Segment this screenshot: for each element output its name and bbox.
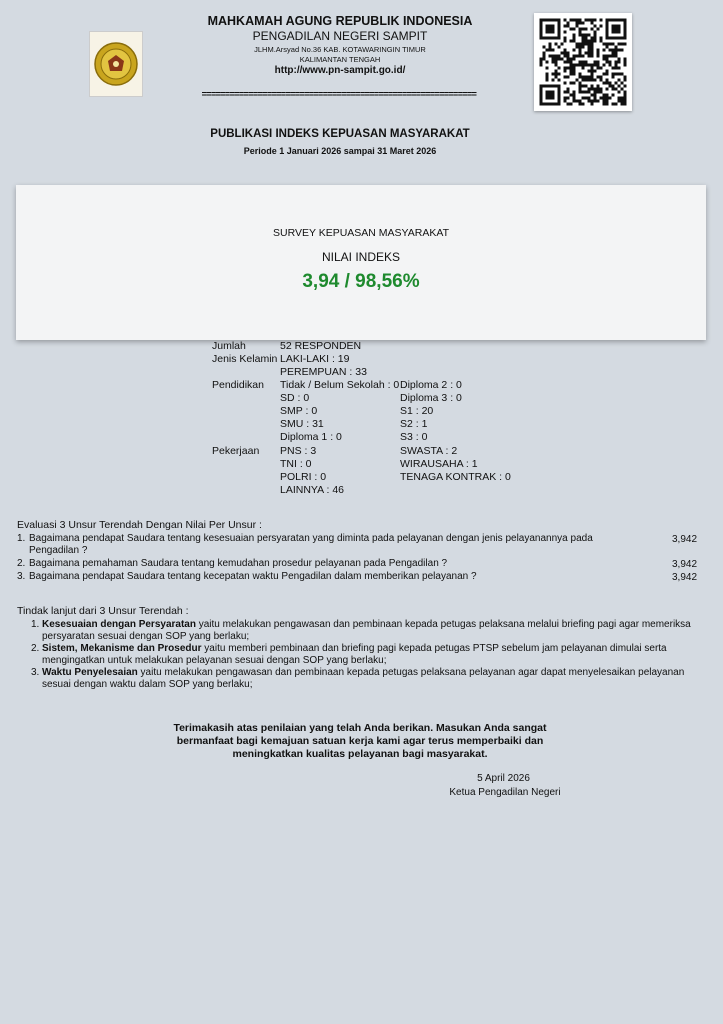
item-title: Kesesuaian dengan Persyaratan	[42, 619, 196, 630]
occupation-item: WIRAUSAHA : 1	[400, 458, 478, 470]
followup-item	[31, 619, 691, 642]
signatory-role: Ketua Pengadilan Negeri	[449, 787, 561, 798]
item-text: Bagaimana pendapat Saudara tentang kesesuaian persyaratan yang diminta pada pelayanan dengan jenis pelayanannya pada Pengadilan ?	[29, 533, 593, 556]
item-number: 1.	[31, 619, 40, 630]
evaluation-item	[17, 558, 448, 570]
gender-female: PEREMPUAN : 33	[280, 366, 367, 378]
occupation-item: TNI : 0	[280, 458, 312, 470]
occupation-item: PNS : 3	[280, 445, 317, 457]
item-title: Sistem, Mekanisme dan Prosedur	[42, 643, 202, 654]
publication-title: PUBLIKASI INDEKS KEPUASAN MASYARAKAT	[210, 128, 470, 140]
item-text: Bagaimana pendapat Saudara tentang kecepatan waktu Pengadilan dalam memberikan pelayanan ?	[29, 571, 477, 582]
education-label: Pendidikan	[212, 379, 264, 391]
education-item: S1 : 20	[400, 405, 434, 417]
gender-label: Jenis Kelamin	[212, 353, 278, 365]
survey-title: SURVEY KEPUASAN MASYARAKAT	[272, 227, 450, 239]
header-divider: ===========================================================	[201, 89, 477, 99]
item-score: 3,942	[672, 572, 698, 583]
followup-heading: Tindak lanjut dari 3 Unsur Terendah :	[17, 605, 189, 617]
jumlah-value: 52 RESPONDEN	[280, 340, 362, 352]
education-item: S3 : 0	[400, 431, 428, 443]
occupation-label: Pekerjaan	[212, 445, 260, 457]
gender-male: LAKI-LAKI : 19	[280, 353, 350, 365]
followup-item	[31, 643, 667, 666]
evaluation-heading: Evaluasi 3 Unsur Terendah Dengan Nilai Per Unsur :	[17, 519, 262, 531]
item-body: yaitu melakukan pengawasan dan pembinaan kepada petugas pelaksana melalui briefing pagi agar memeriksa persyaratan sesuai dengan SOP yang berlaku;	[42, 619, 691, 642]
item-number: 2.	[31, 643, 40, 654]
education-item: Diploma 3 : 0	[400, 392, 462, 404]
court-name: PENGADILAN NEGERI SAMPIT	[252, 29, 428, 43]
evaluation-item	[17, 533, 593, 556]
item-text: Bagaimana pemahaman Saudara tentang kemudahan prosedur pelayanan pada Pengadilan ?	[29, 558, 448, 569]
address-line-1: JLHM.Arsyad No.36 KAB. KOTAWARINGIN TIMUR	[254, 45, 426, 54]
item-text	[42, 643, 697, 667]
item-number: 3.	[31, 667, 40, 678]
index-value: 3,94 / 98,56%	[302, 271, 420, 292]
item-number: 1.	[17, 533, 26, 544]
court-logo	[89, 31, 143, 97]
item-score: 3,942	[672, 559, 698, 570]
institution-title: MAHKAMAH AGUNG REPUBLIK INDONESIA	[207, 14, 473, 28]
education-item: SMU : 31	[280, 418, 324, 430]
item-score: 3,942	[672, 534, 698, 545]
index-card	[16, 185, 706, 340]
court-emblem-icon	[93, 41, 139, 87]
index-label: NILAI INDEKS	[321, 250, 401, 264]
education-item: SMP : 0	[280, 405, 318, 417]
item-body: yaitu memberi pembinaan dan briefing pagi kepada petugas PTSP sebelum jam pelayanan dimulai serta mengingatkan untuk melakukan pelayanan sesuai dengan SOP yang berlaku;	[42, 643, 667, 666]
occupation-item: TENAGA KONTRAK : 0	[400, 471, 511, 483]
education-item: Diploma 1 : 0	[280, 431, 342, 443]
thank-you-message: Terimakasih atas penilaian yang telah Anda berikan. Masukan Anda sangat bermanfaat bagi kemajuan satuan kerja kami agar terus memperbaiki dan meningkatkan kualitas pelayanan bagi masyarakat.	[173, 722, 547, 760]
qr-code	[534, 13, 632, 111]
website-url: http://www.pn-sampit.go.id/	[274, 65, 406, 76]
qr-code-icon	[534, 13, 632, 111]
item-text	[42, 619, 697, 643]
evaluation-item	[17, 571, 477, 583]
education-item: Diploma 2 : 0	[400, 379, 462, 391]
followup-item	[31, 667, 685, 690]
item-body: yaitu melakukan pengawasan dan pembinaan kepada petugas pelaksana pelayanan agar dapat menyelesaikan pelayanan sesuai dengan waktu dalam SOP yang berlaku;	[42, 667, 685, 690]
occupation-item: SWASTA : 2	[400, 445, 458, 457]
education-item: Tidak / Belum Sekolah : 0	[280, 379, 400, 391]
education-item: SD : 0	[280, 392, 310, 404]
item-number: 2.	[17, 558, 26, 569]
address-line-2: KALIMANTAN TENGAH	[299, 55, 381, 64]
item-number: 3.	[17, 571, 26, 582]
signature-date: 5 April 2026	[477, 773, 530, 784]
occupation-item: POLRI : 0	[280, 471, 327, 483]
occupation-item: LAINNYA : 46	[280, 484, 345, 496]
education-item: S2 : 1	[400, 418, 428, 430]
item-text	[42, 667, 697, 691]
item-title: Waktu Penyelesaian	[42, 667, 138, 678]
publication-period: Periode 1 Januari 2026 sampai 31 Maret 2026	[243, 146, 437, 156]
jumlah-label: Jumlah	[212, 340, 246, 352]
